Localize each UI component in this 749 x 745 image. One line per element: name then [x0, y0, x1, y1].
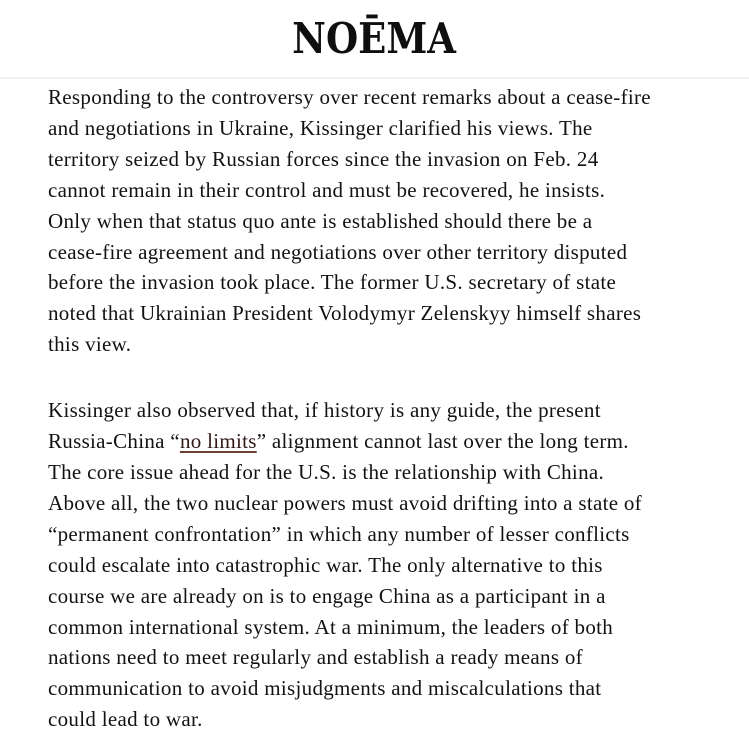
- no-limits-link[interactable]: no limits: [179, 429, 257, 454]
- text-segment: noted that Ukrainian President Volodymyr Zelenskyy himself shares: [48, 301, 642, 326]
- article-paragraph-2: [48, 395, 705, 735]
- text-segment: Russia-China “: [48, 429, 180, 454]
- text-segment: course we are already on is to engage China as a participant in a: [48, 583, 606, 608]
- text-segment: before the invasion took place. The former U.S. secretary of state: [48, 270, 617, 295]
- site-header: [0, 0, 749, 77]
- text-segment: ” alignment cannot last over the long term.: [256, 429, 629, 454]
- text-segment: “permanent confrontation” in which any number of lesser conflicts: [48, 521, 630, 546]
- text-segment: communication to avoid misjudgments and miscalculations that: [48, 676, 602, 701]
- text-segment: nations need to meet regularly and establish a ready means of: [48, 645, 583, 670]
- noema-logo[interactable]: NOĒMA: [292, 13, 457, 63]
- text-segment: Kissinger also observed that, if history is any guide, the present: [48, 398, 601, 423]
- text-segment: could escalate into catastrophic war. The only alternative to this: [48, 552, 603, 577]
- text-segment: and negotiations in Ukraine, Kissinger clarified his views. The: [48, 115, 593, 140]
- text-segment: common international system. At a minimum, the leaders of both: [48, 614, 614, 639]
- text-segment: Above all, the two nuclear powers must avoid drifting into a state of: [48, 490, 642, 515]
- text-segment: territory seized by Russian forces since the invasion on Feb. 24: [48, 146, 599, 171]
- text-segment: Responding to the controversy over recent remarks about a cease-fire: [48, 85, 651, 109]
- text-segment: Only when that status quo ante is established should there be a: [48, 208, 593, 233]
- text-segment: this view.: [48, 332, 132, 357]
- article-body: [0, 79, 749, 735]
- text-segment: cannot remain in their control and must be recovered, he insists.: [48, 177, 606, 202]
- text-segment: cease-fire agreement and negotiations over other territory disputed: [48, 239, 628, 264]
- text-segment: The core issue ahead for the U.S. is the relationship with China.: [48, 459, 605, 484]
- text-segment: could lead to war.: [48, 707, 203, 732]
- article-paragraph-1: [48, 82, 705, 360]
